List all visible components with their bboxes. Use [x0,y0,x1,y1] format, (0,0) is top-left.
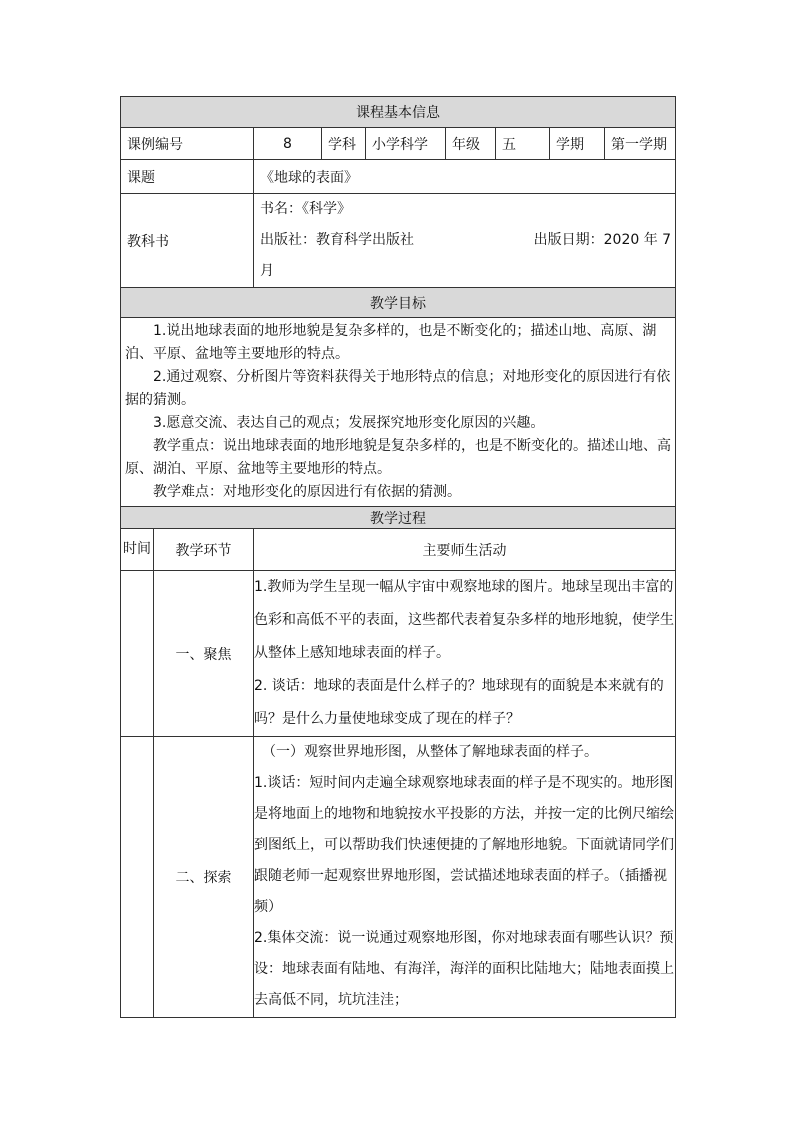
lesson-plan-table [120,96,676,1018]
objective-paragraph: 1.说出地球表面的地形地貌是复杂多样的，也是不断变化的；描述山地、高原、湖泊、平原、盆地等主要地形的特点。 [125,323,657,362]
publish-date: 出版日期：2020 年 7 [533,232,672,248]
objectives-body [121,318,676,507]
subject-value: 小学科学 [366,128,446,160]
difficulty-paragraph: 教学难点：对地形变化的原因进行有依据的猜测。 [153,484,461,500]
stage-2-time [121,737,154,1018]
basic-info-header: 课程基本信息 [121,97,676,128]
stage-2-activity [254,737,676,1018]
publish-date-cont: 月 [260,263,274,279]
textbook-label: 教科书 [121,194,254,288]
grade-label: 年级 [446,128,496,160]
stage-2-name: 二、探索 [154,737,254,1018]
stage-1-name: 一、聚焦 [154,571,254,737]
term-value: 第一学期 [605,128,676,160]
case-no-value: 8 [254,128,322,160]
stage-1-time [121,571,154,737]
subject-label: 学科 [322,128,366,160]
publisher: 出版社：教育科学出版社 [260,232,414,248]
objective-paragraph: 2.通过观察、分析图片等资料获得关于地形特点的信息；对地形变化的原因进行有依据的猜测。 [125,369,671,408]
col-time-header: 时间 [121,529,154,571]
topic-label: 课题 [121,160,254,194]
activity-line: 1.教师为学生呈现一幅从宇宙中观察地球的图片。地球呈现出丰富的色彩和高低不平的表面，这些都代表着复杂多样的地形地貌，使学生从整体上感知地球表面的样子。 [254,579,674,661]
col-stage-header: 教学环节 [154,529,254,571]
objective-paragraph: 3.愿意交流、表达自己的观点；发展探究地形变化原因的兴趣。 [153,415,545,431]
grade-value: 五 [496,128,550,160]
book-name: 书名：《科学》 [260,201,351,217]
activity-line: 2.集体交流：说一说通过观察地形图，你对地球表面有哪些认识？预设：地球表面有陆地、有海洋，海洋的面积比陆地大；陆地表面摸上去高低不同，坑坑洼洼； [254,930,674,1008]
activity-line: （一）观察世界地形图，从整体了解地球表面的样子。 [262,744,598,760]
case-no-label: 课例编号 [121,128,254,160]
col-activity-header: 主要师生活动 [254,529,676,571]
stage-1-activity [254,571,676,737]
publisher-row [254,225,675,256]
process-header: 教学过程 [121,507,676,529]
topic-value: 《地球的表面》 [254,160,676,194]
key-point-paragraph: 教学重点：说出地球表面的地形地貌是复杂多样的，也是不断变化的。描述山地、高原、湖泊、平原、盆地等主要地形的特点。 [125,438,671,477]
term-label: 学期 [550,128,605,160]
objectives-header: 教学目标 [121,288,676,318]
activity-line: 1.谈话：短时间内走遍全球观察地球表面的样子是不现实的。地形图是将地面上的地物和地貌按水平投影的方法，并按一定的比例尺缩绘到图纸上，可以帮助我们快速便捷的了解地形地貌。下面就请同学们跟随老师一起观察世界地形图，尝试描述地球表面的样子。（插播视频） [254,775,674,915]
textbook-info [254,194,676,288]
activity-line: 2. 谈话：地球的表面是什么样子的？地球现有的面貌是本来就有的吗？是什么力量使地球变成了现在的样子？ [254,678,664,727]
